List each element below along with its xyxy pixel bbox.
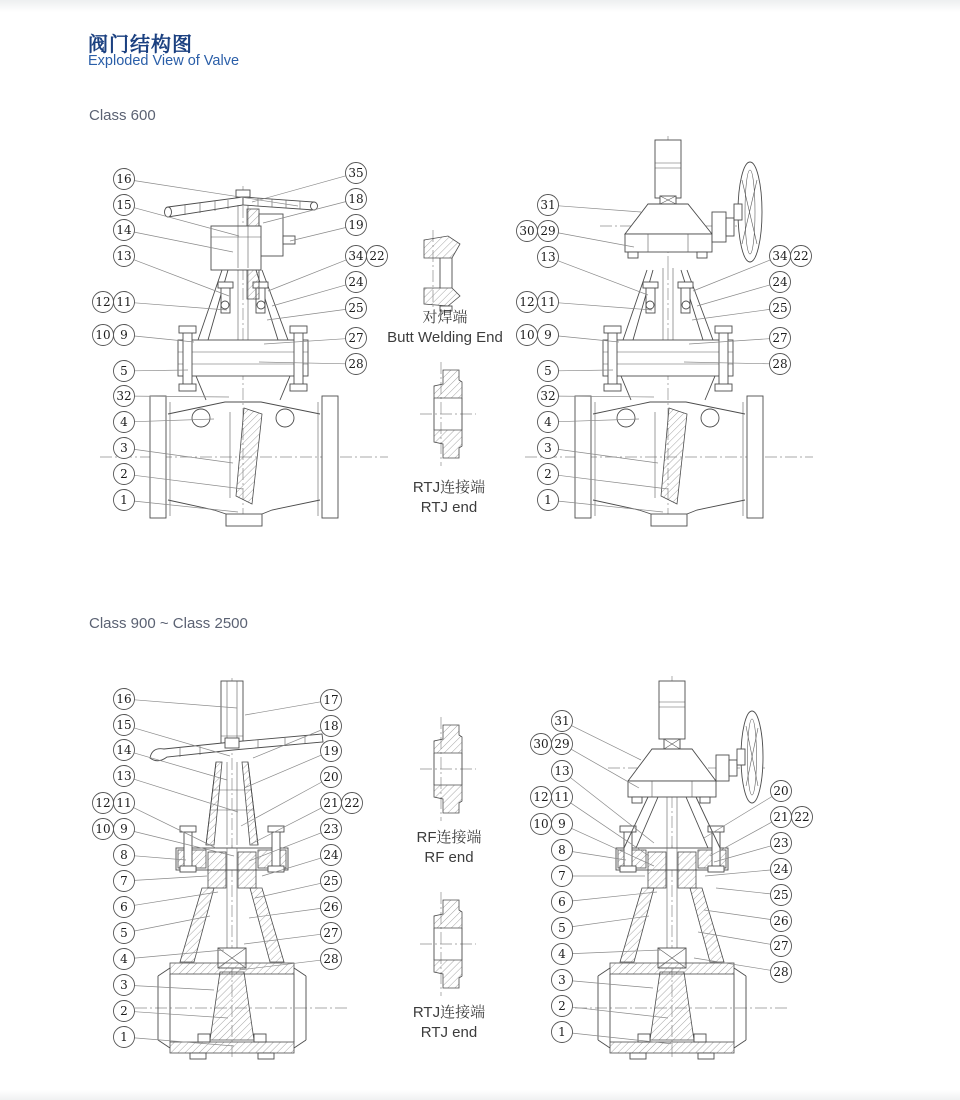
callout-number: 5 [558, 921, 566, 935]
callout-number: 2 [120, 467, 128, 481]
callout-leader-line [704, 910, 771, 920]
callout-number: 26 [323, 900, 339, 914]
callout-number: 25 [772, 301, 788, 315]
callout-number: 18 [348, 192, 364, 206]
callout-number: 32 [116, 389, 132, 403]
end-label-zh: RF连接端 [416, 829, 482, 846]
callout-number: 1 [544, 493, 552, 507]
callout-number: 6 [558, 895, 566, 909]
callout-number: 29 [540, 224, 556, 238]
callout-number: 1 [120, 1030, 128, 1044]
callout-leader-line [245, 702, 321, 715]
callout-leader-line [697, 285, 770, 306]
callout-number: 15 [116, 718, 132, 732]
callout-number: 4 [558, 947, 566, 961]
callout-number: 14 [116, 223, 132, 237]
end-label-rf [339, 828, 559, 868]
end-label-butt-welding [335, 308, 555, 348]
callout-number: 31 [554, 714, 570, 728]
callout-number: 22 [794, 810, 810, 824]
callout-leader-line [704, 797, 772, 839]
callout-leader-line [559, 303, 653, 310]
callout-number: 2 [120, 1004, 128, 1018]
callout-number: 35 [348, 166, 364, 180]
callout-leader-line [244, 934, 321, 944]
callout-leader-line [559, 396, 655, 397]
callout-number: 4 [120, 415, 128, 429]
callout-number: 32 [540, 389, 556, 403]
rtj-end-drawing-bottom [420, 892, 476, 996]
callout-number: 25 [348, 301, 364, 315]
callout-leader-line [559, 419, 640, 422]
callout-number: 19 [323, 744, 339, 758]
callout-number: 34 [348, 249, 364, 263]
callout-leader-line [571, 726, 641, 760]
callout-leader-line [573, 950, 662, 954]
callout-number: 12 [95, 796, 111, 810]
callout-number: 28 [348, 357, 364, 371]
callout-number: 4 [120, 952, 128, 966]
callout-number: 17 [323, 693, 339, 707]
callout-leader-line [135, 950, 225, 958]
end-label-en: Butt Welding End [387, 329, 503, 346]
callout-number: 11 [540, 295, 556, 309]
section-label-class900: Class 900 ~ Class 2500 [89, 615, 248, 632]
end-label-en: RF end [424, 849, 474, 866]
callout-leader-line [135, 876, 208, 880]
callout-number: 9 [120, 328, 128, 342]
callout-number: 20 [773, 784, 789, 798]
callout-leader-line [134, 779, 238, 812]
callout-number: 22 [369, 249, 385, 263]
page-title-en: Exploded View of Valve [88, 53, 240, 69]
callout-number: 14 [116, 743, 132, 757]
callout-number: 12 [95, 295, 111, 309]
end-label-zh: 对焊端 [422, 309, 468, 326]
callout-leader-line [135, 419, 215, 422]
valve-class600-gear-drawing [525, 136, 813, 528]
callout-number: 11 [554, 790, 570, 804]
callout-leader-line [716, 888, 771, 894]
callout-number: 8 [558, 843, 566, 857]
callout-number: 15 [116, 198, 132, 212]
callout-leader-line [251, 808, 322, 844]
callout-number: 3 [558, 973, 566, 987]
callout-number: 12 [519, 295, 535, 309]
callout-number: 7 [558, 869, 566, 883]
callout-leader-line [135, 303, 228, 310]
callout-number: 5 [120, 926, 128, 940]
callout-leader-line [558, 501, 663, 512]
callout-number: 27 [772, 331, 788, 345]
callout-leader-line [135, 986, 215, 990]
end-label-en: RTJ end [420, 1024, 478, 1041]
callout-number: 13 [554, 764, 570, 778]
callout-leader-line [558, 233, 634, 247]
callout-number: 31 [540, 198, 556, 212]
callout-leader-line [571, 749, 639, 788]
callout-number: 21 [773, 810, 789, 824]
callout-number: 19 [348, 218, 364, 232]
callout-number: 13 [116, 769, 132, 783]
callout-number: 13 [116, 249, 132, 263]
callout-number: 24 [772, 275, 788, 289]
callout-number: 9 [558, 817, 566, 831]
callout-number: 13 [540, 250, 556, 264]
callout-number: 23 [773, 836, 789, 850]
callout-leader-line [134, 753, 227, 780]
rtj-end-drawing-top [420, 362, 476, 466]
callout-leader-line [255, 883, 321, 898]
callout-number: 30 [519, 224, 535, 238]
callout-leader-line [244, 755, 321, 788]
callout-number: 3 [544, 441, 552, 455]
end-label-zh: RTJ连接端 [412, 1004, 486, 1021]
callout-number: 29 [554, 737, 570, 751]
callout-leader-line [133, 808, 216, 848]
callout-number: 3 [120, 978, 128, 992]
callout-number: 26 [773, 914, 789, 928]
callout-leader-line [559, 206, 642, 212]
callout-number: 24 [773, 862, 789, 876]
callout-number: 6 [120, 900, 128, 914]
callout-number: 28 [323, 952, 339, 966]
page-title-zh: 阀门结构图 [88, 34, 193, 56]
callout-leader-line [272, 285, 346, 306]
valve-class900-gear-drawing [555, 676, 790, 1060]
callout-number: 24 [348, 275, 364, 289]
callout-number: 27 [323, 926, 339, 940]
callout-number: 11 [116, 295, 132, 309]
callout-number: 7 [120, 874, 128, 888]
callout-number: 20 [323, 770, 339, 784]
callout-number: 3 [120, 441, 128, 455]
callout-number: 24 [323, 848, 339, 862]
callout-number: 10 [95, 822, 111, 836]
butt-welding-end-drawing [424, 230, 460, 311]
callout-number: 9 [120, 822, 128, 836]
callout-number: 22 [344, 796, 360, 810]
callout-number: 10 [533, 817, 549, 831]
callout-number: 12 [533, 790, 549, 804]
end-label-zh: RTJ连接端 [412, 479, 486, 496]
callout-number: 5 [120, 364, 128, 378]
callout-number: 21 [323, 796, 339, 810]
callout-number: 1 [558, 1025, 566, 1039]
callout-leader-line [693, 260, 770, 291]
callout-leader-line [252, 176, 346, 202]
callout-number: 1 [120, 493, 128, 507]
callout-number: 2 [558, 999, 566, 1013]
callout-number: 16 [116, 692, 132, 706]
rf-end-drawing [420, 717, 476, 821]
callout-number: 27 [773, 939, 789, 953]
callout-leader-line [571, 803, 649, 856]
callout-number: 16 [116, 172, 132, 186]
callout-number: 2 [544, 467, 552, 481]
callout-number: 28 [772, 357, 788, 371]
callout-leader-line [268, 260, 346, 291]
callout-number: 34 [772, 249, 788, 263]
callout-number: 27 [348, 331, 364, 345]
callout-number: 28 [773, 965, 789, 979]
callout-number: 22 [793, 249, 809, 263]
callout-number: 30 [533, 737, 549, 751]
callout-leader-line [558, 261, 648, 295]
callout-leader-line [134, 449, 233, 463]
callout-leader-line [558, 449, 658, 463]
callout-number: 9 [544, 328, 552, 342]
callout-number: 25 [323, 874, 339, 888]
callout-number: 18 [323, 719, 339, 733]
callout-number: 23 [323, 822, 339, 836]
callout-number: 10 [519, 328, 535, 342]
callout-number: 10 [95, 328, 111, 342]
callout-number: 4 [544, 415, 552, 429]
end-label-en: RTJ end [420, 499, 478, 516]
callout-leader-line [135, 396, 230, 397]
callout-number: 5 [544, 364, 552, 378]
callout-leader-line [573, 981, 654, 988]
valve-class900-handwheel-drawing [115, 678, 350, 1060]
end-label-rtj-bottom [339, 1003, 559, 1043]
end-label-rtj-top [339, 478, 559, 518]
callout-number: 11 [116, 796, 132, 810]
callout-number: 8 [120, 848, 128, 862]
callout-number: 25 [773, 888, 789, 902]
callout-leader-line [290, 228, 346, 242]
section-label-class600: Class 600 [89, 107, 156, 124]
